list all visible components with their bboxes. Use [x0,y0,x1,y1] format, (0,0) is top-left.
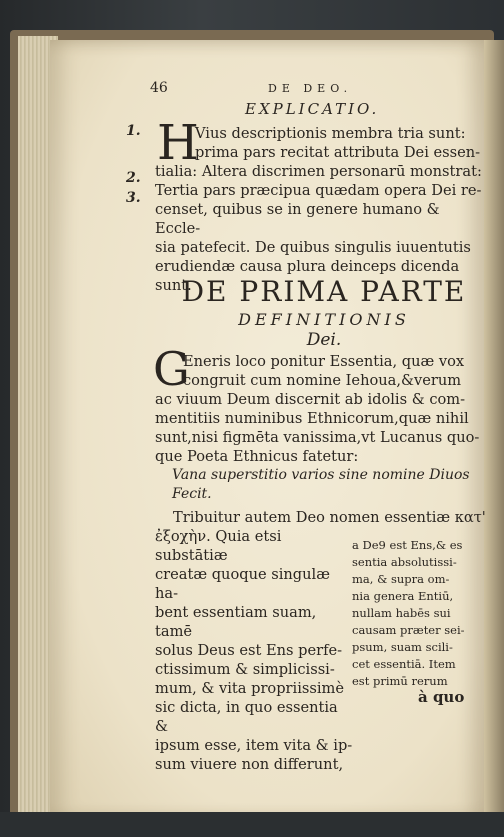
verse-line: Fecit. [172,486,212,502]
continuation-line: Tribuitur autem Deo nomen essentiæ κατ' [173,509,486,526]
text-line: erudiendæ causa plura deinceps dicenda [155,258,460,275]
text-line: mum, & vita propriissimè [155,680,344,697]
paragraph-genus [155,352,485,466]
text-line: solus Deus est Ens perfe- [155,642,343,659]
text-line: ipsum esse, item vita & ip- [155,737,353,754]
text-line: creatæ quoque singulæ ha- [155,566,330,602]
margin-number: 1. [126,123,141,139]
section-heading: EXPLICATIO. [245,100,380,118]
text-line: Vius descriptionis membra tria sunt: [195,125,466,142]
note-line: psum, suam scili- [352,640,453,654]
text-line: congruit cum nomine Iehoua,&verum [183,372,462,389]
margin-number: 2. [126,170,141,186]
text-line: sunt. [155,277,192,294]
note-line: cet essentiā. Item [352,657,456,671]
note-line: ma, & supra om- [352,572,450,586]
part-subsubheading: Dei. [306,330,342,350]
text-line: ctissimum & simplicissi- [155,661,335,678]
note-line: sentia absolutissi- [352,555,457,569]
paragraph-explicatio [155,124,485,295]
main-column [155,527,355,774]
verse-line: Vana superstitio varios sine nomine Diuos [172,467,470,483]
text-line: ἐξοχὴν. Quia etsi substātiæ [155,528,282,564]
page-number: 46 [150,80,168,96]
text-line: sum viuere non differunt, [155,756,344,773]
text-line: mentitiis numinibus Ethnicorum,quæ nihil [155,410,469,427]
text-line: bent essentiam suam, tamē [155,604,317,640]
verse-quote [172,466,482,504]
catchword: à quo [418,688,465,706]
note-line: a De9 est Ens,& es [352,538,463,552]
page-gutter [484,40,504,820]
text-line: censet, quibus se in genere humano & Eccle- [155,201,440,237]
note-line: nia genera Entiū, [352,589,454,603]
text-line: prima pars recitat attributa Dei essen- [195,144,481,161]
text-line: Tertia pars præcipua quædam opera Dei re- [155,182,482,199]
drop-cap: H [157,115,199,171]
text-line: tialia: Altera discrimen personarū monstrat: [155,163,482,180]
text-line: ac viuum Deum discernit ab idolis & com- [155,391,466,408]
text-line: sic dicta, in quo essentia & [155,699,338,735]
note-line: nullam habēs sui [352,606,451,620]
text-line: sunt,nisi figmēta vanissima,vt Lucanus quo- [155,429,480,446]
note-line: causam præter sei- [352,623,465,637]
running-title: DE DEO. [268,82,353,95]
margin-note [352,537,490,690]
text-line: sia patefecit. De quibus singulis iuuentutis [155,239,471,256]
text-line: que Poeta Ethnicus fatetur: [155,448,359,465]
scan-bottom-edge [0,812,504,837]
drop-cap: G [153,342,190,396]
text-line: Eneris loco ponitur Essentia, quæ vox [183,353,465,370]
part-heading: DE PRIMA PARTE [181,275,467,308]
part-subheading: DEFINITIONIS [238,310,410,329]
margin-number: 3. [126,190,141,206]
note-line: est primū rerum [352,674,448,688]
